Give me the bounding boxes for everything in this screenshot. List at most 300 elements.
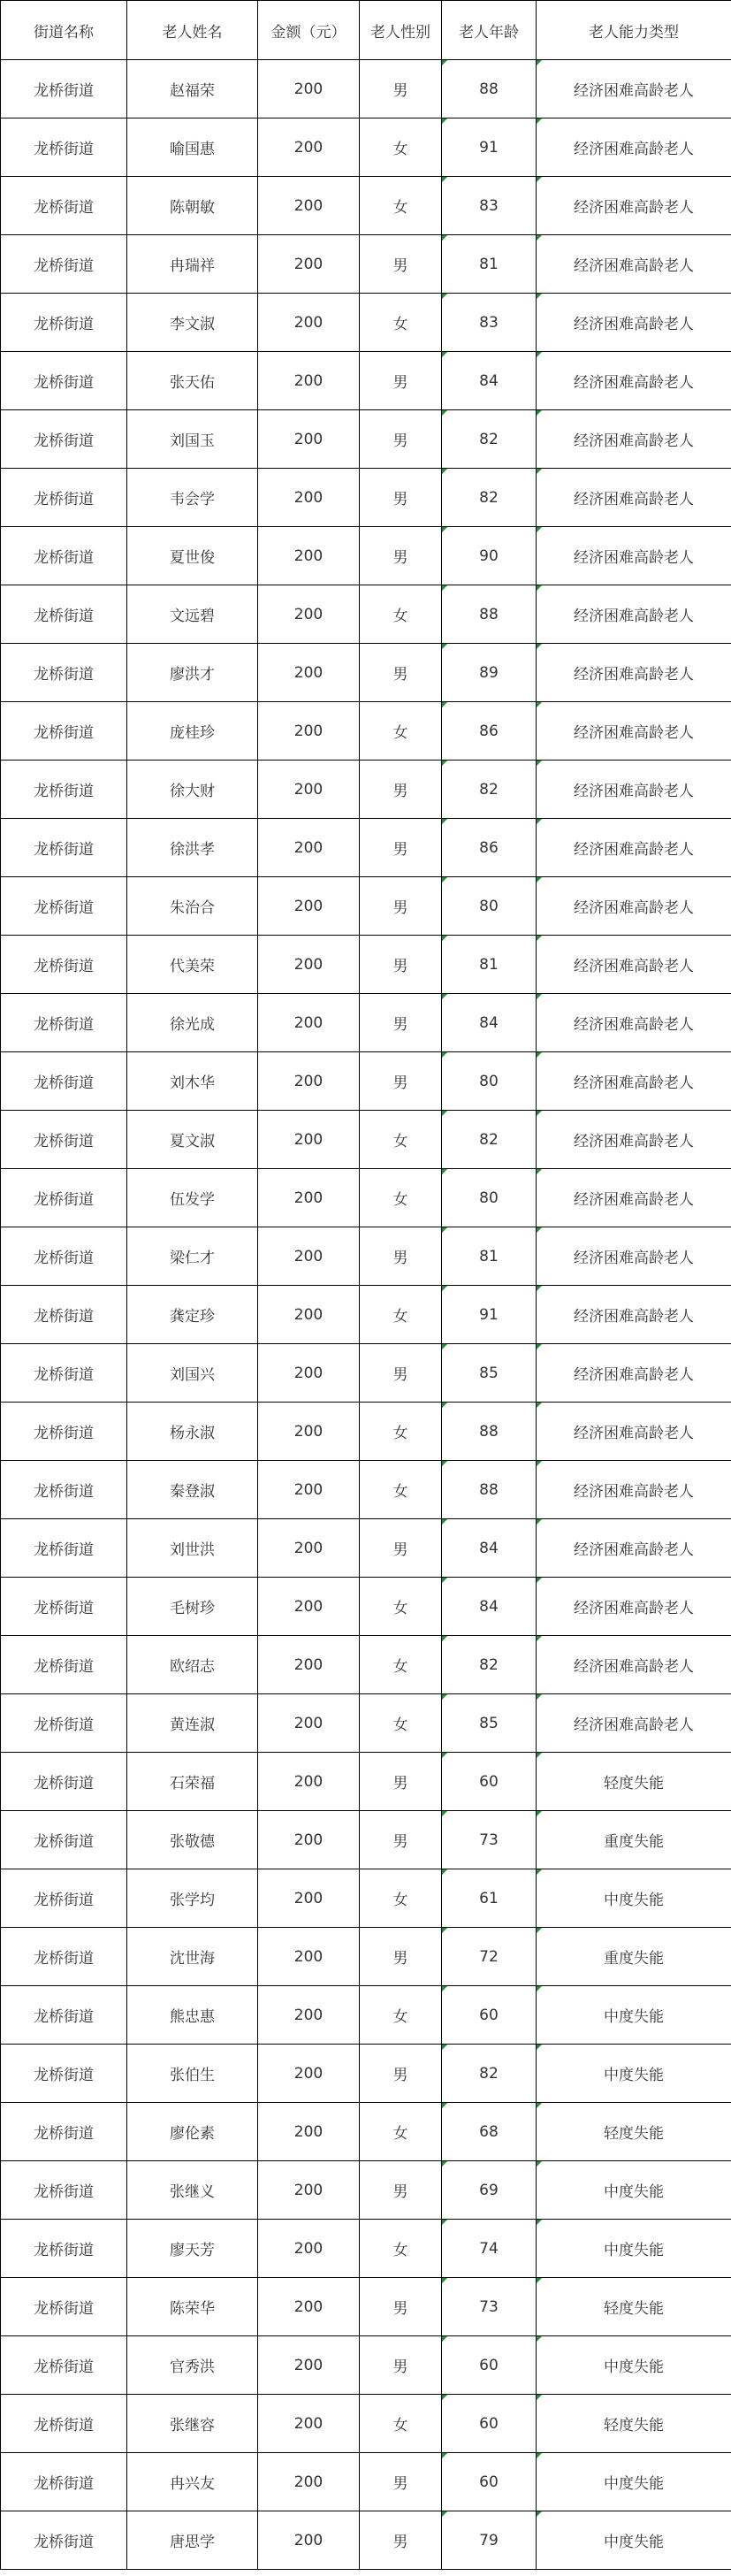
cell-elder-name[interactable]: 廖伦素 bbox=[127, 2103, 258, 2161]
cell-gender[interactable]: 女 bbox=[360, 1986, 442, 2045]
cell-street-name[interactable]: 龙桥街道 bbox=[1, 1052, 127, 1111]
cell-ability-type[interactable]: 中度失能 bbox=[537, 2045, 731, 2103]
cell-amount[interactable]: 200 bbox=[258, 469, 360, 527]
cell-gender[interactable]: 男 bbox=[360, 877, 442, 936]
cell-age[interactable]: 60 bbox=[442, 2453, 537, 2511]
cell-amount[interactable]: 200 bbox=[258, 177, 360, 235]
cell-age[interactable]: 85 bbox=[442, 1694, 537, 1753]
cell-ability-type[interactable]: 经济困难高龄老人 bbox=[537, 235, 731, 294]
cell-ability-type[interactable]: 经济困难高龄老人 bbox=[537, 936, 731, 994]
cell-age[interactable]: 60 bbox=[442, 1986, 537, 2045]
cell-amount[interactable]: 200 bbox=[258, 644, 360, 702]
cell-elder-name[interactable]: 官秀洪 bbox=[127, 2336, 258, 2395]
cell-amount[interactable]: 200 bbox=[258, 1753, 360, 1811]
cell-age[interactable]: 60 bbox=[442, 1753, 537, 1811]
cell-gender[interactable]: 男 bbox=[360, 469, 442, 527]
cell-street-name[interactable]: 龙桥街道 bbox=[1, 1519, 127, 1578]
cell-amount[interactable]: 200 bbox=[258, 352, 360, 410]
cell-amount[interactable]: 200 bbox=[258, 1519, 360, 1578]
table-row bbox=[1, 1344, 731, 1403]
cell-ability-type[interactable]: 经济困难高龄老人 bbox=[537, 585, 731, 644]
cell-elder-name[interactable]: 张继义 bbox=[127, 2161, 258, 2220]
cell-street-name[interactable]: 龙桥街道 bbox=[1, 2045, 127, 2103]
cell-gender[interactable]: 女 bbox=[360, 1461, 442, 1519]
cell-amount[interactable]: 200 bbox=[258, 2453, 360, 2511]
cell-elder-name[interactable]: 代美荣 bbox=[127, 936, 258, 994]
cell-age[interactable]: 84 bbox=[442, 1578, 537, 1636]
cell-street-name[interactable]: 龙桥街道 bbox=[1, 1403, 127, 1461]
cell-elder-name[interactable]: 梁仁才 bbox=[127, 1227, 258, 1286]
cell-gender[interactable]: 男 bbox=[360, 527, 442, 585]
cell-ability-type[interactable]: 中度失能 bbox=[537, 2161, 731, 2220]
cell-elder-name[interactable]: 徐大财 bbox=[127, 761, 258, 819]
cell-amount[interactable]: 200 bbox=[258, 1694, 360, 1753]
cell-elder-name[interactable]: 庞桂珍 bbox=[127, 702, 258, 761]
table-row bbox=[1, 585, 731, 644]
cell-elder-name[interactable]: 夏世俊 bbox=[127, 527, 258, 585]
cell-street-name[interactable]: 龙桥街道 bbox=[1, 1578, 127, 1636]
cell-ability-type[interactable]: 经济困难高龄老人 bbox=[537, 1052, 731, 1111]
cell-age[interactable]: 80 bbox=[442, 1169, 537, 1227]
cell-gender[interactable]: 男 bbox=[360, 2278, 442, 2336]
cell-gender[interactable]: 女 bbox=[360, 118, 442, 177]
cell-street-name[interactable]: 龙桥街道 bbox=[1, 1869, 127, 1928]
cell-age[interactable]: 81 bbox=[442, 1227, 537, 1286]
cell-elder-name[interactable]: 杨永淑 bbox=[127, 1403, 258, 1461]
cell-elder-name[interactable]: 张伯生 bbox=[127, 2045, 258, 2103]
table-row bbox=[1, 1636, 731, 1694]
cell-ability-type[interactable]: 经济困难高龄老人 bbox=[537, 761, 731, 819]
cell-elder-name[interactable]: 刘国玉 bbox=[127, 410, 258, 469]
cell-amount[interactable]: 200 bbox=[258, 1286, 360, 1344]
header-street-name: 街道名称 bbox=[1, 1, 127, 60]
cell-ability-type[interactable]: 经济困难高龄老人 bbox=[537, 1169, 731, 1227]
cell-elder-name[interactable]: 熊忠惠 bbox=[127, 1986, 258, 2045]
header-ability-type: 老人能力类型 bbox=[537, 1, 731, 60]
cell-gender[interactable]: 女 bbox=[360, 585, 442, 644]
cell-street-name[interactable]: 龙桥街道 bbox=[1, 2220, 127, 2278]
cell-amount[interactable]: 200 bbox=[258, 1578, 360, 1636]
cell-elder-name[interactable]: 张天佑 bbox=[127, 352, 258, 410]
cell-elder-name[interactable]: 刘世洪 bbox=[127, 1519, 258, 1578]
header-amount: 金额（元） bbox=[258, 1, 360, 60]
cell-ability-type[interactable]: 经济困难高龄老人 bbox=[537, 1461, 731, 1519]
cell-street-name[interactable]: 龙桥街道 bbox=[1, 1694, 127, 1753]
cell-elder-name[interactable]: 欧绍志 bbox=[127, 1636, 258, 1694]
cell-ability-type[interactable]: 经济困难高龄老人 bbox=[537, 1111, 731, 1169]
cell-street-name[interactable]: 龙桥街道 bbox=[1, 2103, 127, 2161]
cell-age[interactable]: 80 bbox=[442, 1052, 537, 1111]
cell-elder-name[interactable]: 廖天芳 bbox=[127, 2220, 258, 2278]
cell-amount[interactable]: 200 bbox=[258, 1111, 360, 1169]
cell-ability-type[interactable]: 中度失能 bbox=[537, 1869, 731, 1928]
table-row bbox=[1, 1694, 731, 1753]
cell-gender[interactable]: 男 bbox=[360, 2045, 442, 2103]
cell-gender[interactable]: 女 bbox=[360, 1403, 442, 1461]
cell-ability-type[interactable]: 经济困难高龄老人 bbox=[537, 527, 731, 585]
cell-gender[interactable]: 女 bbox=[360, 1169, 442, 1227]
cell-gender[interactable]: 女 bbox=[360, 1111, 442, 1169]
cell-age[interactable]: 81 bbox=[442, 936, 537, 994]
cell-amount[interactable]: 200 bbox=[258, 877, 360, 936]
cell-age[interactable]: 60 bbox=[442, 2395, 537, 2453]
cell-amount[interactable]: 200 bbox=[258, 294, 360, 352]
cell-gender[interactable]: 女 bbox=[360, 177, 442, 235]
cell-age[interactable]: 82 bbox=[442, 2045, 537, 2103]
cell-gender[interactable]: 男 bbox=[360, 2161, 442, 2220]
cell-age[interactable]: 86 bbox=[442, 819, 537, 877]
cell-street-name[interactable]: 龙桥街道 bbox=[1, 469, 127, 527]
cell-age[interactable]: 69 bbox=[442, 2161, 537, 2220]
header-age: 老人年龄 bbox=[442, 1, 537, 60]
cell-elder-name[interactable]: 冉瑞祥 bbox=[127, 235, 258, 294]
cell-ability-type[interactable]: 经济困难高龄老人 bbox=[537, 702, 731, 761]
cell-street-name[interactable]: 龙桥街道 bbox=[1, 585, 127, 644]
cell-age[interactable]: 61 bbox=[442, 1869, 537, 1928]
cell-age[interactable]: 88 bbox=[442, 1461, 537, 1519]
table-row bbox=[1, 1811, 731, 1869]
cell-street-name[interactable]: 龙桥街道 bbox=[1, 936, 127, 994]
table-row bbox=[1, 819, 731, 877]
cell-ability-type[interactable]: 经济困难高龄老人 bbox=[537, 1403, 731, 1461]
cell-amount[interactable]: 200 bbox=[258, 2395, 360, 2453]
table-row bbox=[1, 2103, 731, 2161]
cell-street-name[interactable]: 龙桥街道 bbox=[1, 2453, 127, 2511]
cell-elder-name[interactable]: 韦会学 bbox=[127, 469, 258, 527]
cell-street-name[interactable]: 龙桥街道 bbox=[1, 702, 127, 761]
cell-ability-type[interactable]: 经济困难高龄老人 bbox=[537, 819, 731, 877]
cell-street-name[interactable]: 龙桥街道 bbox=[1, 1227, 127, 1286]
table-row bbox=[1, 1753, 731, 1811]
cell-elder-name[interactable]: 唐思学 bbox=[127, 2511, 258, 2570]
table-row bbox=[1, 994, 731, 1052]
cell-elder-name[interactable]: 石荣福 bbox=[127, 1753, 258, 1811]
cell-age[interactable]: 84 bbox=[442, 994, 537, 1052]
cell-ability-type[interactable]: 中度失能 bbox=[537, 2453, 731, 2511]
cell-street-name[interactable]: 龙桥街道 bbox=[1, 410, 127, 469]
cell-street-name[interactable]: 龙桥街道 bbox=[1, 1928, 127, 1986]
cell-gender[interactable]: 男 bbox=[360, 2511, 442, 2570]
table-row bbox=[1, 936, 731, 994]
cell-elder-name[interactable]: 文远碧 bbox=[127, 585, 258, 644]
cell-ability-type[interactable]: 中度失能 bbox=[537, 1986, 731, 2045]
table-row bbox=[1, 1286, 731, 1344]
cell-street-name[interactable]: 龙桥街道 bbox=[1, 2336, 127, 2395]
table-row bbox=[1, 1461, 731, 1519]
cell-street-name[interactable]: 龙桥街道 bbox=[1, 644, 127, 702]
cell-elder-name[interactable]: 廖洪才 bbox=[127, 644, 258, 702]
cell-ability-type[interactable]: 中度失能 bbox=[537, 2220, 731, 2278]
cell-ability-type[interactable]: 经济困难高龄老人 bbox=[537, 877, 731, 936]
table-row bbox=[1, 644, 731, 702]
cell-amount[interactable]: 200 bbox=[258, 410, 360, 469]
cell-ability-type[interactable]: 中度失能 bbox=[537, 2511, 731, 2570]
cell-elder-name[interactable]: 陈荣华 bbox=[127, 2278, 258, 2336]
table-row bbox=[1, 2453, 731, 2511]
cell-gender[interactable]: 女 bbox=[360, 1636, 442, 1694]
cell-amount[interactable]: 200 bbox=[258, 936, 360, 994]
cell-ability-type[interactable]: 经济困难高龄老人 bbox=[537, 469, 731, 527]
cell-ability-type[interactable]: 轻度失能 bbox=[537, 2278, 731, 2336]
table-row bbox=[1, 410, 731, 469]
table-row bbox=[1, 1111, 731, 1169]
cell-elder-name[interactable]: 刘木华 bbox=[127, 1052, 258, 1111]
cell-gender[interactable]: 男 bbox=[360, 819, 442, 877]
cell-street-name[interactable]: 龙桥街道 bbox=[1, 527, 127, 585]
cell-gender[interactable]: 女 bbox=[360, 2395, 442, 2453]
cell-amount[interactable]: 200 bbox=[258, 819, 360, 877]
cell-gender[interactable]: 男 bbox=[360, 1928, 442, 1986]
cell-gender[interactable]: 女 bbox=[360, 702, 442, 761]
table-row bbox=[1, 877, 731, 936]
cell-street-name[interactable]: 龙桥街道 bbox=[1, 2278, 127, 2336]
cell-gender[interactable]: 女 bbox=[360, 2103, 442, 2161]
cell-street-name[interactable]: 龙桥街道 bbox=[1, 2511, 127, 2570]
cell-age[interactable]: 73 bbox=[442, 2278, 537, 2336]
table-header bbox=[1, 1, 731, 60]
cell-gender[interactable]: 女 bbox=[360, 1286, 442, 1344]
cell-amount[interactable]: 200 bbox=[258, 2045, 360, 2103]
table-row bbox=[1, 2278, 731, 2336]
cell-elder-name[interactable]: 黄连淑 bbox=[127, 1694, 258, 1753]
table-row bbox=[1, 177, 731, 235]
cell-gender[interactable]: 男 bbox=[360, 994, 442, 1052]
cell-street-name[interactable]: 龙桥街道 bbox=[1, 819, 127, 877]
cell-street-name[interactable]: 龙桥街道 bbox=[1, 1286, 127, 1344]
cell-gender[interactable]: 男 bbox=[360, 2336, 442, 2395]
cell-age[interactable]: 79 bbox=[442, 2511, 537, 2570]
cell-age[interactable]: 85 bbox=[442, 1344, 537, 1403]
cell-gender[interactable]: 女 bbox=[360, 1869, 442, 1928]
cell-gender[interactable]: 女 bbox=[360, 294, 442, 352]
cell-amount[interactable]: 200 bbox=[258, 1986, 360, 2045]
table-row bbox=[1, 118, 731, 177]
cell-street-name[interactable]: 龙桥街道 bbox=[1, 352, 127, 410]
cell-street-name[interactable]: 龙桥街道 bbox=[1, 294, 127, 352]
cell-street-name[interactable]: 龙桥街道 bbox=[1, 2161, 127, 2220]
cell-ability-type[interactable]: 经济困难高龄老人 bbox=[537, 352, 731, 410]
cell-street-name[interactable]: 龙桥街道 bbox=[1, 1811, 127, 1869]
cell-street-name[interactable]: 龙桥街道 bbox=[1, 1753, 127, 1811]
cell-ability-type[interactable]: 轻度失能 bbox=[537, 2395, 731, 2453]
cell-street-name[interactable]: 龙桥街道 bbox=[1, 1111, 127, 1169]
cell-street-name[interactable]: 龙桥街道 bbox=[1, 1169, 127, 1227]
cell-amount[interactable]: 200 bbox=[258, 761, 360, 819]
cell-ability-type[interactable]: 经济困难高龄老人 bbox=[537, 1519, 731, 1578]
table-row bbox=[1, 469, 731, 527]
table-row bbox=[1, 2336, 731, 2395]
table-row bbox=[1, 1052, 731, 1111]
cell-amount[interactable]: 200 bbox=[258, 2220, 360, 2278]
cell-elder-name[interactable]: 伍发学 bbox=[127, 1169, 258, 1227]
cell-elder-name[interactable]: 朱治合 bbox=[127, 877, 258, 936]
cell-ability-type[interactable]: 经济困难高龄老人 bbox=[537, 994, 731, 1052]
table-row bbox=[1, 2045, 731, 2103]
cell-amount[interactable]: 200 bbox=[258, 2103, 360, 2161]
cell-gender[interactable]: 男 bbox=[360, 2453, 442, 2511]
cell-ability-type[interactable]: 中度失能 bbox=[537, 2336, 731, 2395]
cell-age[interactable]: 74 bbox=[442, 2220, 537, 2278]
header-elder-name: 老人姓名 bbox=[127, 1, 258, 60]
cell-age[interactable]: 60 bbox=[442, 2336, 537, 2395]
cell-amount[interactable]: 200 bbox=[258, 2511, 360, 2570]
cell-age[interactable]: 83 bbox=[442, 294, 537, 352]
table-row bbox=[1, 352, 731, 410]
cell-amount[interactable]: 200 bbox=[258, 2161, 360, 2220]
cell-elder-name[interactable]: 张敬德 bbox=[127, 1811, 258, 1869]
table-row bbox=[1, 761, 731, 819]
cell-gender[interactable]: 男 bbox=[360, 352, 442, 410]
cell-amount[interactable]: 200 bbox=[258, 1052, 360, 1111]
cell-amount[interactable]: 200 bbox=[258, 1227, 360, 1286]
cell-amount[interactable]: 200 bbox=[258, 2336, 360, 2395]
cell-elder-name[interactable]: 徐洪孝 bbox=[127, 819, 258, 877]
cell-age[interactable]: 82 bbox=[442, 410, 537, 469]
cell-gender[interactable]: 男 bbox=[360, 1753, 442, 1811]
cell-age[interactable]: 88 bbox=[442, 1403, 537, 1461]
cell-ability-type[interactable]: 经济困难高龄老人 bbox=[537, 294, 731, 352]
cell-elder-name[interactable]: 赵福荣 bbox=[127, 60, 258, 118]
cell-street-name[interactable]: 龙桥街道 bbox=[1, 118, 127, 177]
cell-elder-name[interactable]: 夏文淑 bbox=[127, 1111, 258, 1169]
cell-amount[interactable]: 200 bbox=[258, 585, 360, 644]
table-row bbox=[1, 2395, 731, 2453]
cell-amount[interactable]: 200 bbox=[258, 1403, 360, 1461]
cell-ability-type[interactable]: 轻度失能 bbox=[537, 2103, 731, 2161]
cell-ability-type[interactable]: 经济困难高龄老人 bbox=[537, 118, 731, 177]
cell-amount[interactable]: 200 bbox=[258, 1636, 360, 1694]
cell-amount[interactable]: 200 bbox=[258, 60, 360, 118]
cell-street-name[interactable]: 龙桥街道 bbox=[1, 1344, 127, 1403]
cell-street-name[interactable]: 龙桥街道 bbox=[1, 60, 127, 118]
cell-elder-name[interactable]: 沈世海 bbox=[127, 1928, 258, 1986]
table-body bbox=[1, 60, 731, 2570]
cell-age[interactable]: 82 bbox=[442, 1636, 537, 1694]
cell-ability-type[interactable]: 经济困难高龄老人 bbox=[537, 1636, 731, 1694]
cell-street-name[interactable]: 龙桥街道 bbox=[1, 761, 127, 819]
cell-gender[interactable]: 男 bbox=[360, 235, 442, 294]
header-gender: 老人性别 bbox=[360, 1, 442, 60]
cell-amount[interactable]: 200 bbox=[258, 235, 360, 294]
cell-age[interactable]: 80 bbox=[442, 877, 537, 936]
cell-street-name[interactable]: 龙桥街道 bbox=[1, 2395, 127, 2453]
cell-street-name[interactable]: 龙桥街道 bbox=[1, 177, 127, 235]
cell-elder-name[interactable]: 刘国兴 bbox=[127, 1344, 258, 1403]
cell-age[interactable]: 72 bbox=[442, 1928, 537, 1986]
cell-age[interactable]: 81 bbox=[442, 235, 537, 294]
cell-ability-type[interactable]: 经济困难高龄老人 bbox=[537, 60, 731, 118]
cell-elder-name[interactable]: 喻国惠 bbox=[127, 118, 258, 177]
cell-ability-type[interactable]: 重度失能 bbox=[537, 1928, 731, 1986]
cell-age[interactable]: 88 bbox=[442, 60, 537, 118]
cell-elder-name[interactable]: 徐光成 bbox=[127, 994, 258, 1052]
cell-gender[interactable]: 男 bbox=[360, 1227, 442, 1286]
cell-ability-type[interactable]: 经济困难高龄老人 bbox=[537, 177, 731, 235]
cell-age[interactable]: 68 bbox=[442, 2103, 537, 2161]
cell-amount[interactable]: 200 bbox=[258, 1461, 360, 1519]
cell-gender[interactable]: 男 bbox=[360, 1344, 442, 1403]
cell-ability-type[interactable]: 经济困难高龄老人 bbox=[537, 1578, 731, 1636]
table-row bbox=[1, 2220, 731, 2278]
cell-age[interactable]: 88 bbox=[442, 585, 537, 644]
cell-gender[interactable]: 男 bbox=[360, 761, 442, 819]
header-row bbox=[1, 1, 731, 60]
table-row bbox=[1, 1986, 731, 2045]
cell-ability-type[interactable]: 经济困难高龄老人 bbox=[537, 1286, 731, 1344]
table-row bbox=[1, 2511, 731, 2570]
cell-amount[interactable]: 200 bbox=[258, 1344, 360, 1403]
table-row bbox=[1, 1519, 731, 1578]
cell-elder-name[interactable]: 张继容 bbox=[127, 2395, 258, 2453]
cell-age[interactable]: 83 bbox=[442, 177, 537, 235]
cell-gender[interactable]: 男 bbox=[360, 1052, 442, 1111]
cell-ability-type[interactable]: 经济困难高龄老人 bbox=[537, 1694, 731, 1753]
cell-age[interactable]: 82 bbox=[442, 761, 537, 819]
cell-age[interactable]: 73 bbox=[442, 1811, 537, 1869]
cell-elder-name[interactable]: 冉兴友 bbox=[127, 2453, 258, 2511]
cell-street-name[interactable]: 龙桥街道 bbox=[1, 235, 127, 294]
cell-ability-type[interactable]: 经济困难高龄老人 bbox=[537, 410, 731, 469]
cell-gender[interactable]: 女 bbox=[360, 1694, 442, 1753]
cell-street-name[interactable]: 龙桥街道 bbox=[1, 1461, 127, 1519]
cell-gender[interactable]: 女 bbox=[360, 1578, 442, 1636]
cell-gender[interactable]: 男 bbox=[360, 936, 442, 994]
cell-age[interactable]: 82 bbox=[442, 469, 537, 527]
cell-age[interactable]: 82 bbox=[442, 1111, 537, 1169]
cell-age[interactable]: 84 bbox=[442, 1519, 537, 1578]
cell-amount[interactable]: 200 bbox=[258, 702, 360, 761]
cell-ability-type[interactable]: 经济困难高龄老人 bbox=[537, 1344, 731, 1403]
cell-elder-name[interactable]: 李文淑 bbox=[127, 294, 258, 352]
cell-gender[interactable]: 男 bbox=[360, 644, 442, 702]
cell-amount[interactable]: 200 bbox=[258, 527, 360, 585]
cell-elder-name[interactable]: 秦登淑 bbox=[127, 1461, 258, 1519]
cell-age[interactable]: 91 bbox=[442, 1286, 537, 1344]
cell-street-name[interactable]: 龙桥街道 bbox=[1, 1986, 127, 2045]
cell-street-name[interactable]: 龙桥街道 bbox=[1, 1636, 127, 1694]
cell-street-name[interactable]: 龙桥街道 bbox=[1, 877, 127, 936]
cell-gender[interactable]: 男 bbox=[360, 1519, 442, 1578]
cell-amount[interactable]: 200 bbox=[258, 1928, 360, 1986]
cell-age[interactable]: 86 bbox=[442, 702, 537, 761]
cell-ability-type[interactable]: 轻度失能 bbox=[537, 1753, 731, 1811]
cell-gender[interactable]: 男 bbox=[360, 1811, 442, 1869]
cell-amount[interactable]: 200 bbox=[258, 994, 360, 1052]
cell-age[interactable]: 91 bbox=[442, 118, 537, 177]
cell-ability-type[interactable]: 经济困难高龄老人 bbox=[537, 644, 731, 702]
cell-amount[interactable]: 200 bbox=[258, 1811, 360, 1869]
cell-ability-type[interactable]: 重度失能 bbox=[537, 1811, 731, 1869]
table-row bbox=[1, 1169, 731, 1227]
cell-elder-name[interactable]: 毛树珍 bbox=[127, 1578, 258, 1636]
cell-gender[interactable]: 男 bbox=[360, 410, 442, 469]
cell-street-name[interactable]: 龙桥街道 bbox=[1, 994, 127, 1052]
cell-amount[interactable]: 200 bbox=[258, 118, 360, 177]
cell-age[interactable]: 90 bbox=[442, 527, 537, 585]
cell-elder-name[interactable]: 龚定珍 bbox=[127, 1286, 258, 1344]
table-row bbox=[1, 60, 731, 118]
cell-amount[interactable]: 200 bbox=[258, 1169, 360, 1227]
cell-elder-name[interactable]: 张学均 bbox=[127, 1869, 258, 1928]
cell-age[interactable]: 89 bbox=[442, 644, 537, 702]
cell-age[interactable]: 84 bbox=[442, 352, 537, 410]
cell-gender[interactable]: 女 bbox=[360, 2220, 442, 2278]
cell-gender[interactable]: 男 bbox=[360, 60, 442, 118]
cell-amount[interactable]: 200 bbox=[258, 2278, 360, 2336]
cell-elder-name[interactable]: 陈朝敏 bbox=[127, 177, 258, 235]
cell-ability-type[interactable]: 经济困难高龄老人 bbox=[537, 1227, 731, 1286]
cell-amount[interactable]: 200 bbox=[258, 1869, 360, 1928]
